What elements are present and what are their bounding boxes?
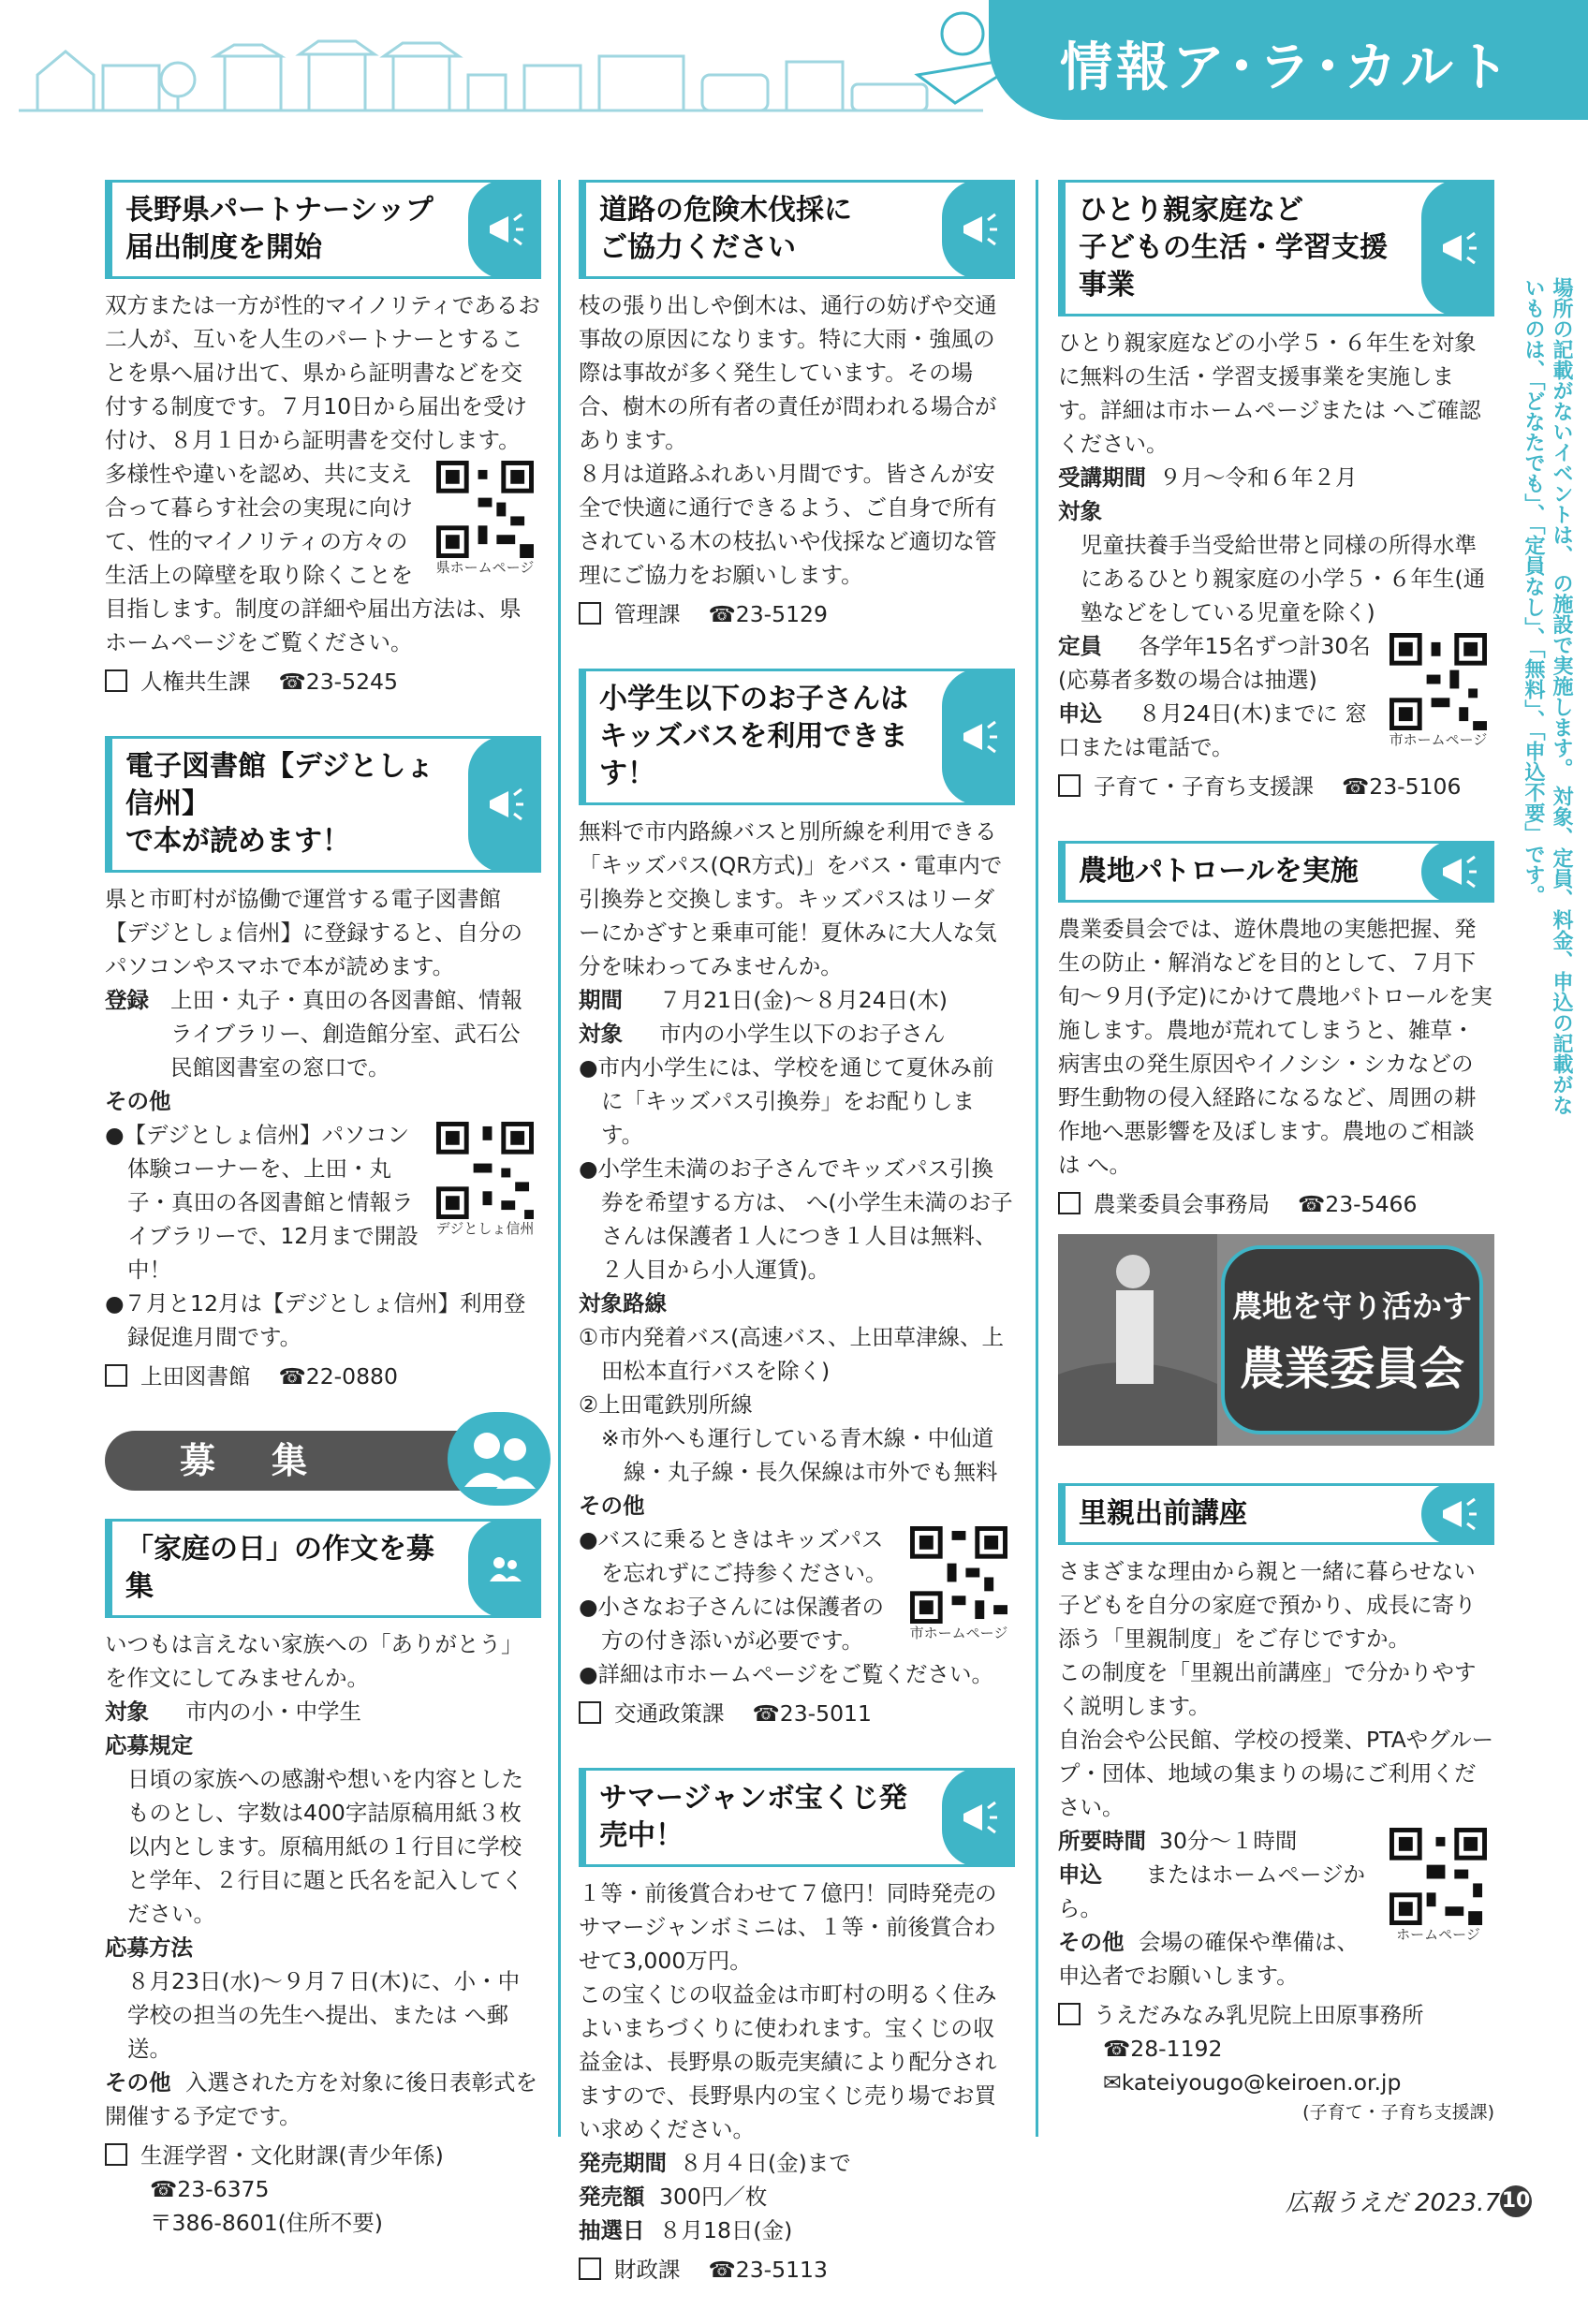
body-text: さまざまな理由から親と一緒に暮らせない子どもを自分の家庭で預かり、成長に寄り添う「里親制度」をご存じですか。 [1058, 1558, 1477, 1652]
megaphone-icon [1421, 180, 1494, 316]
article-partnership [105, 180, 541, 699]
column-2 [579, 180, 1015, 2324]
title-line: キッズバスを利用できます！ [599, 720, 908, 790]
office-icon [1058, 2003, 1081, 2025]
body-text: 会場の確保や準備は、申込者でお願いします。 [1058, 1929, 1359, 1989]
phone-number: ☎23-5106 [1342, 773, 1462, 800]
contact [579, 1697, 1015, 1730]
megaphone-icon [468, 180, 541, 279]
megaphone-icon [1421, 841, 1494, 903]
body-text: 上田・丸子・真田の各図書館、情報ライブラリー、創造館分室、武石公民館図書室の窓口で。 [170, 987, 522, 1081]
footer-publication: 広報うえだ 2023.7 [1285, 2189, 1500, 2217]
recruitment-label: 募集 [180, 1440, 364, 1481]
email-link[interactable]: ✉kateiyougo@keiroen.or.jp [1103, 2069, 1402, 2096]
title-line: ご協力ください [599, 231, 796, 264]
article-title [579, 669, 1015, 805]
label: 発売期間 [579, 2150, 667, 2176]
armband-text: 農地を守り活かす [1231, 1288, 1473, 1324]
dept-name: 上田図書館 [140, 1363, 251, 1390]
title-line: 「家庭の日」の作文を募集 [125, 1533, 434, 1603]
body-text: 自治会や公民館、学校の授業、PTAやグループ・団体、地域の集まりの場にご利用ください。 [1058, 1727, 1494, 1820]
contact [105, 665, 541, 699]
postal-code: 〒386-8601(住所不要) [150, 2210, 383, 2236]
body-text: 30分〜１時間 [1159, 1828, 1298, 1854]
dept-name: 子育て・子育ち支援課 [1094, 773, 1314, 800]
article-essay [105, 1519, 541, 2240]
label: 所要時間 [1058, 1828, 1146, 1854]
qr-code-icon [436, 461, 534, 558]
body-text: 300円／枚 [659, 2184, 768, 2210]
body-text: 市内の小・中学生 [185, 1699, 361, 1725]
body-text: ７月21日(金)〜８月24日(木) [659, 987, 948, 1013]
office-icon [579, 602, 601, 625]
phone-number: ☎23-5466 [1298, 1191, 1418, 1217]
contact [105, 2139, 541, 2240]
page-title: 情報ア･ラ･カルト [1060, 37, 1513, 98]
contact [1058, 1998, 1494, 2125]
bullet-item: ●【デジとしょ信州】パソコン体験コーナーを、上田・丸子・真田の各図書館と情報ライブラリーで、12月まで開設中！ [105, 1122, 419, 1283]
label: 対象 [1058, 498, 1102, 524]
article-foster [1058, 1483, 1494, 2125]
body-text: ８月23日(水)〜９月７日(木)に、小・中学校の担当の先生へ提出、または へ郵送。 [127, 1968, 521, 2062]
label: その他 [105, 2069, 171, 2096]
body-text: この宝くじの収益金は市町村の明るく住みよいまちづくりに使われます。宝くじの収益金は、長野県の販売実績により配分されますので、長野県内の宝くじ売り場でお買い求めください。 [579, 1981, 997, 2142]
article-kidsbus [579, 669, 1015, 1730]
label: 受講期間 [1058, 464, 1146, 491]
office-icon [105, 669, 127, 692]
article-lottery [579, 1768, 1015, 2287]
qr-code[interactable] [903, 1526, 1015, 1642]
phone-number: ☎23-5129 [708, 601, 828, 627]
body-text: この制度を「里親出前講座」で分かりやすく説明します。 [1058, 1659, 1477, 1719]
title-line: サマージャンボ宝くじ発売中！ [599, 1782, 907, 1852]
article-title [105, 1519, 541, 1618]
qr-code-icon [436, 1122, 534, 1219]
office-icon [579, 1701, 601, 1724]
column-3 [1058, 180, 1494, 2163]
title-line: 電子図書館【デジとしょ信州】 [125, 750, 434, 820]
megaphone-icon [1421, 1483, 1494, 1545]
column-1 [105, 180, 541, 2277]
label: その他 [1058, 1929, 1125, 1955]
body-text: ９月〜令和６年２月 [1159, 464, 1358, 491]
article-title [105, 736, 541, 873]
dept-name: 交通政策課 [614, 1700, 725, 1727]
megaphone-icon [468, 736, 541, 873]
qr-caption: ホームページ [1396, 1926, 1480, 1943]
contact [1058, 770, 1494, 803]
label: その他 [579, 1493, 645, 1519]
note: (子育て・子育ち支援課) [1302, 2102, 1494, 2123]
article-title [579, 1768, 1015, 1867]
dept-name: 生涯学習・文化財課(青少年係) [140, 2142, 444, 2169]
bullet-item: ●小さなお子さんには保護者の方の付き添いが必要です。 [579, 1594, 885, 1654]
label: その他 [105, 1088, 171, 1114]
bullet-item: ●市内小学生には、学校を通じて夏休み前に「キッズパス引換券」をお配りします。 [579, 1054, 994, 1148]
qr-caption: デジとしょ信州 [435, 1220, 535, 1237]
article-library [105, 736, 541, 1393]
label: 申込 [1058, 700, 1102, 727]
article-title [1058, 1483, 1494, 1545]
label: 定員 [1058, 633, 1102, 659]
qr-caption: 市ホームページ [1389, 731, 1488, 748]
qr-code[interactable] [429, 461, 541, 577]
dept-name: 管理課 [614, 601, 681, 627]
article-title [105, 180, 541, 279]
column-divider [1036, 180, 1038, 2137]
label: 対象 [105, 1699, 149, 1725]
body-text: ８月は道路ふれあい月間です。皆さんが安全で快適に通行できるよう、ご自身で所有されている木の枝払いや伐採など適切な管理にご協力をお願いします。 [579, 461, 997, 588]
office-icon [105, 1364, 127, 1387]
label: 対象 [579, 1021, 623, 1047]
label: 応募規定 [105, 1732, 193, 1758]
qr-code[interactable] [1382, 633, 1494, 749]
body-text: １等・前後賞合わせて７億円！同時発売のサマージャンボミニは、１等・前後賞合わせて3,000万円。 [579, 1880, 997, 1974]
phone-number: ☎23-5113 [708, 2257, 828, 2283]
contact [105, 1360, 541, 1393]
recruitment-header [105, 1431, 541, 1491]
label: 申込 [1058, 1861, 1102, 1888]
body-text: ８月４日(金)まで [680, 2150, 851, 2176]
body-text: 多様性や違いを認め、共に支え合って暮らす社会の実現に向けて、性的マイノリティの方々の生活上の障壁を取り除くことを目指します。制度の詳細や届出方法は、県ホームページをご覧ください。 [105, 461, 522, 655]
title-line: で本が読めます！ [125, 825, 350, 858]
qr-code[interactable] [429, 1122, 541, 1238]
megaphone-icon [942, 180, 1015, 279]
phone-number: ☎23-5011 [752, 1700, 872, 1727]
body-text: 枝の張り出しや倒木は、通行の妨げや交通事故の原因になります。特に大雨・強風の際は事故が多く発生しています。その場合、樹木の所有者の責任が問われる場合があります。 [579, 292, 997, 453]
qr-code-icon [1390, 1828, 1487, 1925]
phone-number: ☎23-5245 [278, 669, 398, 695]
megaphone-icon [942, 669, 1015, 805]
article-trees [579, 180, 1015, 631]
people-icon [468, 1519, 541, 1618]
page-number: 10 [1500, 2185, 1532, 2217]
office-icon [579, 2258, 601, 2280]
body-text: ひとり親家庭などの小学５・６年生を対象に無料の生活・学習支援事業を実施します。詳細は市ホームページまたは へご確認ください。 [1058, 330, 1481, 457]
megaphone-icon [942, 1768, 1015, 1867]
body-text: 日頃の家族への感謝や想いを内容としたものとし、字数は400字詰原稿用紙３枚以内とします。原稿用紙の１行目に学校と学年、２行目に題と氏名を記入してください。 [127, 1766, 523, 1927]
list-item: ②上田電鉄別所線 [579, 1391, 753, 1418]
bullet-item: ●小学生未満のお子さんでキッズパス引換券を希望する方は、 へ(小学生未満のお子さんは保護者１人につき１人目は無料、２人目から小人運賃)。 [579, 1155, 1013, 1283]
article-single-parent [1058, 180, 1494, 803]
dept-name: うえだみなみ乳児院上田原事務所 [1094, 2002, 1424, 2028]
phone-number: ☎23-6375 [150, 2176, 270, 2202]
label: 登録 [105, 987, 149, 1013]
bullet-item: ●詳細は市ホームページをご覧ください。 [579, 1661, 994, 1687]
body-text: 県と市町村が協働で運営する電子図書館【デジとしょ信州】に登録すると、自分のパソコンやスマホで本が読めます。 [105, 886, 523, 979]
office-icon [105, 2143, 127, 2166]
qr-caption: 市ホームページ [909, 1625, 1008, 1641]
title-line: 里親出前講座 [1079, 1497, 1247, 1530]
title-line: 農地パトロールを実施 [1079, 855, 1359, 888]
label: 発売額 [579, 2184, 645, 2210]
farm-patrol-photo [1058, 1234, 1494, 1446]
label: 対象路線 [579, 1290, 667, 1316]
body-text: ８月18日(金) [659, 2217, 793, 2243]
article-title [1058, 841, 1494, 903]
title-line: 届出制度を開始 [125, 231, 322, 264]
article-title [1058, 180, 1494, 316]
title-line: ひとり親家庭など [1079, 194, 1303, 227]
bullet-item: ●７月と12月は【デジとしょ信州】利用登録促進月間です。 [105, 1290, 526, 1350]
title-line: 小学生以下のお子さんは [599, 683, 908, 715]
article-farm [1058, 841, 1494, 1446]
body-text: 各学年15名ずつ計30名(応募者多数の場合は抽選) [1058, 633, 1371, 693]
body-text: 無料で市内路線バスと別所線を利用できる「キッズパス(QR方式)」をバス・電車内で引換券と交換します。キッズパスはリーダーにかざすと乗車可能！夏休みに大人な気分を味わってみませんか。 [579, 818, 1003, 979]
dept-name: 財政課 [614, 2257, 681, 2283]
phone-number: ☎22-0880 [278, 1363, 398, 1390]
people-icon [448, 1412, 551, 1506]
phone-number: ☎28-1192 [1103, 2036, 1223, 2062]
body-text: いつもは言えない家族への「ありがとう」を作文にしてみませんか。 [105, 1631, 523, 1691]
qr-code-icon [1390, 633, 1487, 730]
list-item: ①市内発着バス(高速バス、上田草津線、上田松本直行バスを除く) [579, 1324, 1004, 1384]
vertical-note: 場所の記載がないイベントは、 の施設で実施します。 対象、定員、料金、申込の記載がないものは、「どなたでも」、「定員なし」、「無料」、「申込不要」です。 [1522, 277, 1573, 1116]
body-text: 農業委員会では、遊休農地の実態把握、発生の防止・解消などを目的として、７月下旬〜９月(予定)にかけて農地パトロールを実施します。農地が荒れてしまうと、雑草・病害虫の発生原因やイノシシ・シカなどの野生動物の侵入経路になるなど、周囲の耕作地へ悪影響を及ぼします。農地のご相談は へ。 [1058, 916, 1492, 1178]
contact [579, 2253, 1015, 2287]
body-text: またはホームページから。 [1058, 1861, 1365, 1921]
title-line: 道路の危険木伐採に [599, 194, 852, 227]
dept-name: 農業委員会事務局 [1094, 1191, 1270, 1217]
qr-caption: 県ホームページ [435, 559, 535, 576]
armband-text: 農業委員会 [1239, 1343, 1465, 1395]
column-divider [558, 180, 561, 2137]
bullet-item: ●バスに乗るときはキッズパスを忘れずにご持参ください。 [579, 1526, 888, 1586]
label: 抽選日 [579, 2217, 645, 2243]
office-icon [1058, 1192, 1081, 1214]
contact [1058, 1187, 1494, 1221]
body-text: 市内の小学生以下のお子さん [659, 1021, 946, 1047]
body-text: 双方または一方が性的マイノリティであるお二人が、互いを人生のパートナーとすることを県へ届け出て、県から証明書などを交付する制度です。７月10日から届出を受け付け、８月１日から証明書を交付します。 [105, 292, 540, 453]
body-text: 児童扶養手当受給世帯と同様の所得水準にあるひとり親家庭の小学５・６年生(通塾などをしている児童を除く) [1081, 532, 1486, 625]
office-icon [1058, 774, 1081, 797]
article-title [579, 180, 1015, 279]
list-item: ※市外へも運行している青木線・中仙道線・丸子線・長久保線は市外でも無料 [601, 1425, 998, 1485]
qr-code-icon [910, 1526, 1007, 1624]
title-line: 子どもの生活・学習支援事業 [1079, 231, 1388, 302]
qr-code[interactable] [1382, 1828, 1494, 1944]
contact [579, 597, 1015, 631]
body-text: 入選された方を対象に後日表彰式を開催する予定です。 [105, 2069, 537, 2129]
label: 応募方法 [105, 1934, 193, 1961]
label: 期間 [579, 987, 623, 1013]
dept-name: 人権共生課 [140, 669, 251, 695]
title-line: 長野県パートナーシップ [125, 194, 434, 227]
body-text: ８月24日(木)までに 窓口または電話で。 [1058, 700, 1367, 760]
